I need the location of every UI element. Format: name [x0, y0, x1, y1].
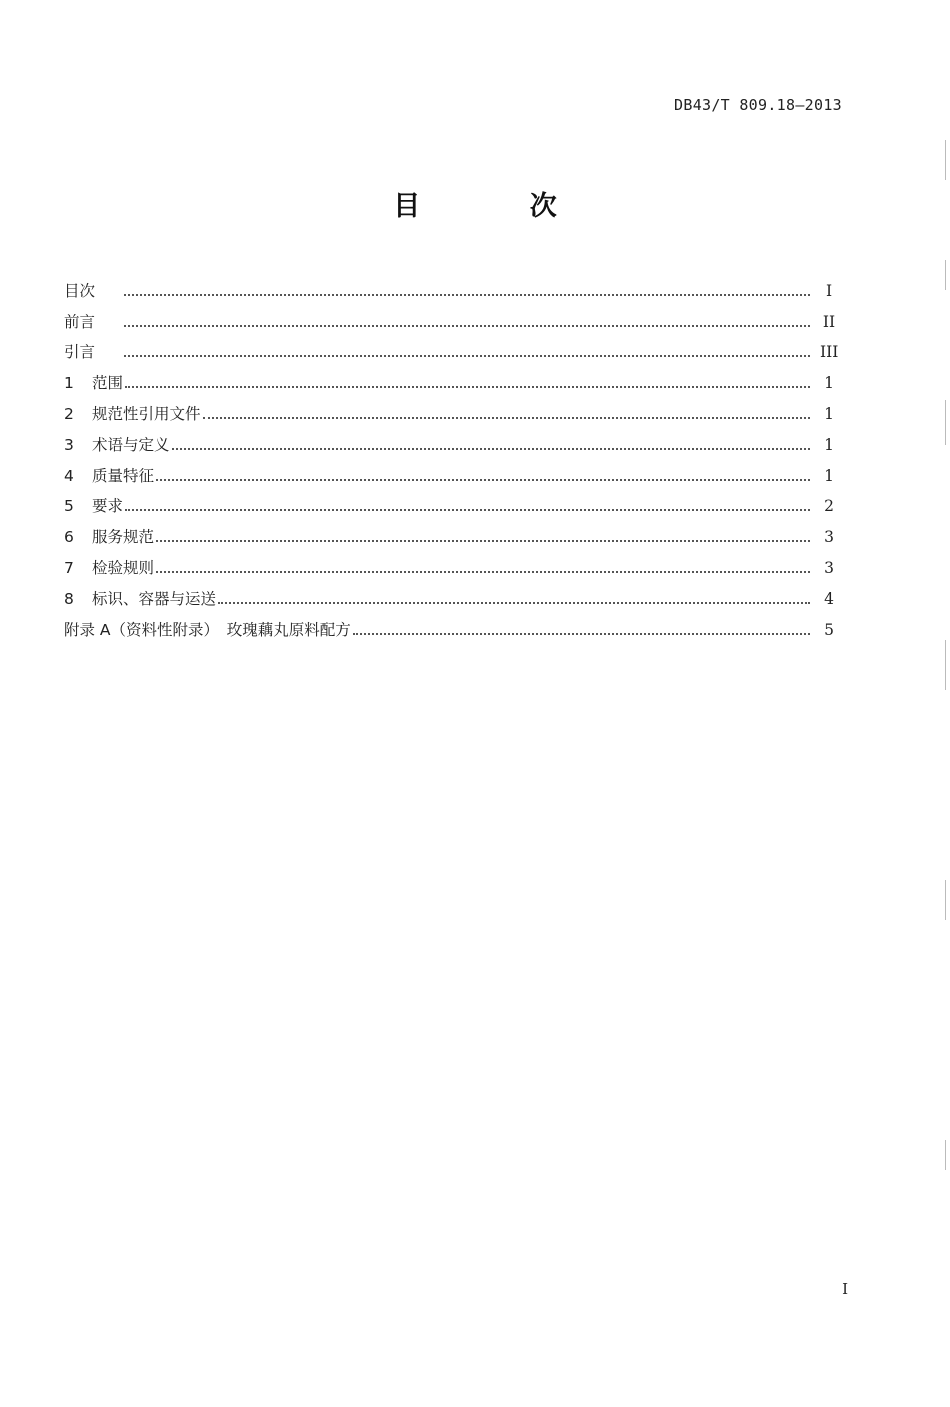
- scan-edge-mark: [945, 140, 946, 180]
- toc-leader-dots: [218, 602, 810, 604]
- toc-entry[interactable]: [64, 486, 838, 517]
- toc-entry-page: 1: [824, 466, 834, 485]
- toc-entry-page: 3: [824, 528, 834, 547]
- toc-entry-label: 服务规范: [92, 528, 155, 547]
- toc-leader-dots: [125, 509, 810, 511]
- toc-entry-label: 检验规则: [92, 558, 155, 577]
- toc-entry[interactable]: [64, 301, 838, 332]
- scan-edge-mark: [945, 260, 946, 290]
- toc-entry-number: 3: [64, 435, 74, 454]
- toc-entry-page: I: [825, 281, 833, 300]
- toc-entry-page: 2: [824, 497, 834, 516]
- page-number: I: [842, 1280, 848, 1298]
- toc-leader-dots: [353, 633, 810, 635]
- toc-entry-page: 4: [824, 589, 834, 608]
- toc-entry-label: 标识、容器与运送: [92, 589, 217, 608]
- toc-leader-dots: [124, 355, 810, 357]
- document-code: DB43/T 809.18—2013: [674, 96, 842, 114]
- toc-entry-label: 附录 A（资料性附录） 玫瑰藕丸原料配方: [64, 620, 351, 639]
- toc-entry-number: 4: [64, 466, 74, 485]
- toc-entry[interactable]: [64, 455, 838, 486]
- scan-edge-mark: [945, 880, 946, 920]
- toc-entry-number: 5: [64, 497, 74, 516]
- toc-leader-dots: [156, 571, 810, 573]
- toc-leader-dots: [203, 417, 810, 419]
- toc-entry-page: 1: [824, 435, 834, 454]
- toc-entry-number: 7: [64, 558, 74, 577]
- scan-edge-mark: [945, 400, 946, 445]
- toc-entry-page: 3: [824, 558, 834, 577]
- toc-entry[interactable]: [64, 424, 838, 455]
- toc-entry-number: 2: [64, 404, 74, 423]
- toc-entry[interactable]: [64, 609, 838, 640]
- toc-entry-label: 要求: [92, 497, 124, 516]
- toc-entry[interactable]: [64, 578, 838, 609]
- scan-edge-mark: [945, 640, 946, 690]
- page-title: 目 次: [393, 191, 607, 222]
- toc-leader-dots: [125, 386, 810, 388]
- toc-entry-label: 目次: [64, 281, 96, 300]
- toc-entry-label: 范围: [92, 374, 124, 393]
- toc-entry-label: 质量特征: [92, 466, 155, 485]
- toc-entry-number: 1: [64, 374, 74, 393]
- toc-entry-page: II: [822, 312, 836, 331]
- toc-entry-number: 8: [64, 589, 74, 608]
- toc-entry-label: 规范性引用文件: [92, 404, 201, 423]
- toc-leader-dots: [124, 325, 810, 327]
- toc-leader-dots: [172, 448, 810, 450]
- toc-entry-number: 6: [64, 528, 74, 547]
- toc-entry-label: 引言: [64, 343, 96, 362]
- toc-entry[interactable]: [64, 362, 838, 393]
- toc-entry-page: III: [820, 343, 839, 362]
- toc-leader-dots: [156, 540, 810, 542]
- toc-entry[interactable]: [64, 547, 838, 578]
- toc-entry-label: 术语与定义: [92, 435, 170, 454]
- toc-entry-label: 前言: [64, 312, 96, 331]
- toc-entry[interactable]: [64, 270, 838, 301]
- table-of-contents: [64, 270, 838, 640]
- scan-edge-mark: [945, 1140, 946, 1170]
- toc-entry-page: 1: [824, 404, 834, 423]
- toc-entry-page: 1: [824, 374, 834, 393]
- toc-leader-dots: [156, 479, 810, 481]
- toc-entry[interactable]: [64, 393, 838, 424]
- toc-leader-dots: [124, 294, 810, 296]
- toc-entry-page: 5: [824, 620, 834, 639]
- toc-entry[interactable]: [64, 516, 838, 547]
- toc-entry[interactable]: [64, 332, 838, 363]
